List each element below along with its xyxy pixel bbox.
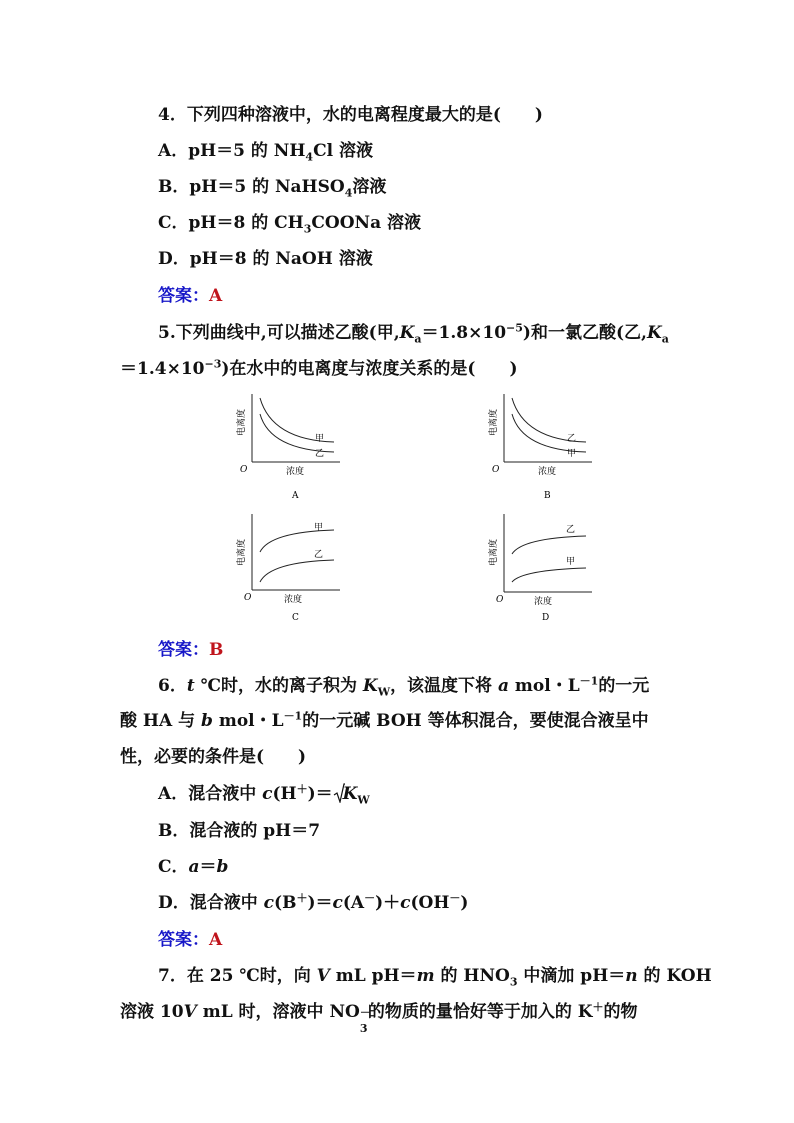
q6-stem-line3: 性，必要的条件是( ) (120, 747, 307, 767)
graph-c (230, 512, 350, 631)
y-label: 电离度 (237, 408, 247, 436)
curve-lower (512, 568, 586, 582)
curve-lower (260, 414, 334, 452)
q6-option-b: B．混合液的 pH＝7 (158, 821, 321, 841)
q7-stem-line1: 7．在 25 ℃时，向 V mL pH＝m 的 $HNO_3$ 中滴加 pH＝n 的 KOH (158, 966, 712, 989)
origin-label: O (244, 593, 252, 603)
x-label: 浓度 (286, 467, 305, 477)
graph-d (482, 512, 602, 631)
upper-label: 甲 (315, 434, 325, 444)
q4-option-c: C．pH＝8 的 $CH_3COONa$ 溶液 (158, 213, 422, 236)
upper-label: 乙 (566, 525, 576, 535)
q6-stem-line1: 6．t ℃时，水的离子积为 $K_W$，该温度下将 a mol・$L^{-1}$的一元 (158, 674, 650, 699)
origin-label: O (496, 595, 504, 605)
q6-stem-line2: 酸 HA 与 b mol・$L^{-1}$的一元碱 BOH 等体积混合，要使混合液呈中 (120, 709, 649, 731)
q6-answer: 答案：A (158, 930, 223, 950)
q5-stem-line1: 5.下列曲线中,可以描述乙酸(甲$,K_a=1.8\times 10^{-5}$)和一氯乙酸(乙$,K_a$ (158, 321, 669, 346)
upper-label: 乙 (567, 434, 577, 444)
q6-option-a: A．混合液中 c(H＋)＝ $K_W$ (158, 782, 370, 807)
q5-stem-line2: $=1.4\times 10^{-3}$)在水中的电离度与浓度关系的是( ) (120, 357, 518, 379)
q5-answer: 答案：B (158, 640, 224, 660)
x-label: 浓度 (538, 467, 557, 477)
graph-letter: A (292, 491, 299, 501)
curve-upper (260, 530, 334, 552)
graph-letter: C (292, 613, 299, 623)
sqrt-sign: $K_W$ (333, 784, 370, 804)
curve-upper (512, 536, 586, 554)
y-label: 电离度 (489, 408, 499, 436)
lower-label: 乙 (314, 550, 324, 560)
q7-stem-line2: 溶液 10V mL 时，溶液中 NO － 3 的物质的量恰好等于加入的 K＋的物 (120, 1000, 638, 1035)
curve-lower (260, 560, 334, 582)
q6-option-c: C．a＝b (158, 857, 229, 877)
upper-label: 甲 (314, 523, 324, 533)
y-label: 电离度 (237, 538, 247, 566)
lower-label: 甲 (567, 449, 577, 459)
lower-label: 甲 (566, 557, 576, 567)
graph-letter: D (542, 613, 550, 623)
q4-stem: 4．下列四种溶液中，水的电离程度最大的是( ) (158, 105, 543, 125)
q4-answer: 答案：A (158, 286, 223, 306)
graph-b (482, 392, 602, 511)
origin-label: O (240, 465, 248, 475)
graph-a (230, 392, 350, 511)
lower-label: 乙 (315, 449, 325, 459)
q4-option-a: A．pH＝5 的 $NH_4Cl$ 溶液 (158, 141, 373, 164)
x-label: 浓度 (284, 595, 303, 605)
y-label: 电离度 (489, 538, 499, 566)
curve-lower (512, 414, 586, 452)
x-label: 浓度 (534, 597, 553, 607)
q4-option-d: D．pH＝8 的 NaOH 溶液 (158, 249, 373, 269)
q6-option-d: D．混合液中 c(B＋)＝c(A－)＋c(OH－) (158, 891, 469, 913)
origin-label: O (492, 465, 500, 475)
graph-letter: B (544, 491, 551, 501)
q4-option-b: B．pH＝5 的 NaHSO$_4$溶液 (158, 177, 387, 200)
